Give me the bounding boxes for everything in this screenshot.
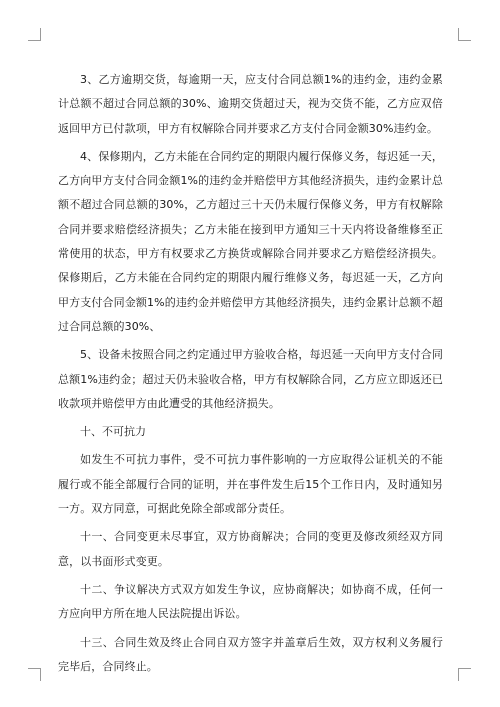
section-10-body: 如发生不可抗力事件，受不可抗力事件影响的一方应取得公证机关的不能履行或不能全部履行合同的证明，并在事件发生后15个工作日内，及时通知另一方。双方同意，可据此免除全部或部分责任。 xyxy=(58,453,443,516)
crop-mark-top-right xyxy=(458,28,471,41)
section-13-effect-termination: 十三、合同生效及终止合同自双方签字并盖章后生效，双方权利义务履行完毕后，合同终止。 xyxy=(58,635,443,673)
section-10-heading: 十、不可抗力 xyxy=(80,425,146,439)
clause-3-late-delivery: 3、乙方逾期交货，每逾期一天，应支付合同总额1%的违约金，违约金累计总额不超过合同总额的30%、逾期交货超过天，视为交货不能，乙方应双倍返回甲方已付款项，甲方有权解除合同并要求乙方支付合同金额30%违约金。 xyxy=(58,73,443,135)
clause-4-warranty: 4、保修期内，乙方未能在合同约定的期限内履行保修义务，每迟延一天，乙方向甲方支付合同金额1%的违约金并赔偿甲方其他经济损失，违约金累计总额不超过合同总额的30%，乙方超过三十天仍未履行保修义务，甲方有权解除合同并要求赔偿经济损失；乙方未能在接到甲方通知三十天内将设备维修至正常使用的状态，甲方有权要求乙方换货或解除合同并要求乙方赔偿经济损失。保修期后，乙方未能在合同约定的期限内履行维修义务，每迟延一天，乙方向甲方支付合同金额1%的违约金并赔偿甲方其他经济损失，违约金累计总额不超过合同总额的30%、 xyxy=(58,149,443,333)
clause-5-acceptance: 5、设备未按照合同之约定通过甲方验收合格，每迟延一天向甲方支付合同总额1%违约金；超过天仍未验收合格，甲方有权解除合同，乙方应立即返还已收款项并赔偿甲方由此遭受的其他经济损失。 xyxy=(58,348,443,410)
section-12-dispute-resolution: 十二、争议解决方式双方如发生争议，应协商解决；如协商不成，任何一方应向甲方所在地人民法院提出诉讼。 xyxy=(58,582,443,621)
crop-mark-bottom-left xyxy=(28,668,41,681)
document-body xyxy=(58,68,443,683)
crop-mark-top-left xyxy=(28,28,41,41)
crop-mark-bottom-right xyxy=(458,668,471,681)
section-11-contract-change: 十一、合同变更未尽事宜，双方协商解决；合同的变更及修改须经双方同意，以书面形式变更。 xyxy=(58,530,443,568)
